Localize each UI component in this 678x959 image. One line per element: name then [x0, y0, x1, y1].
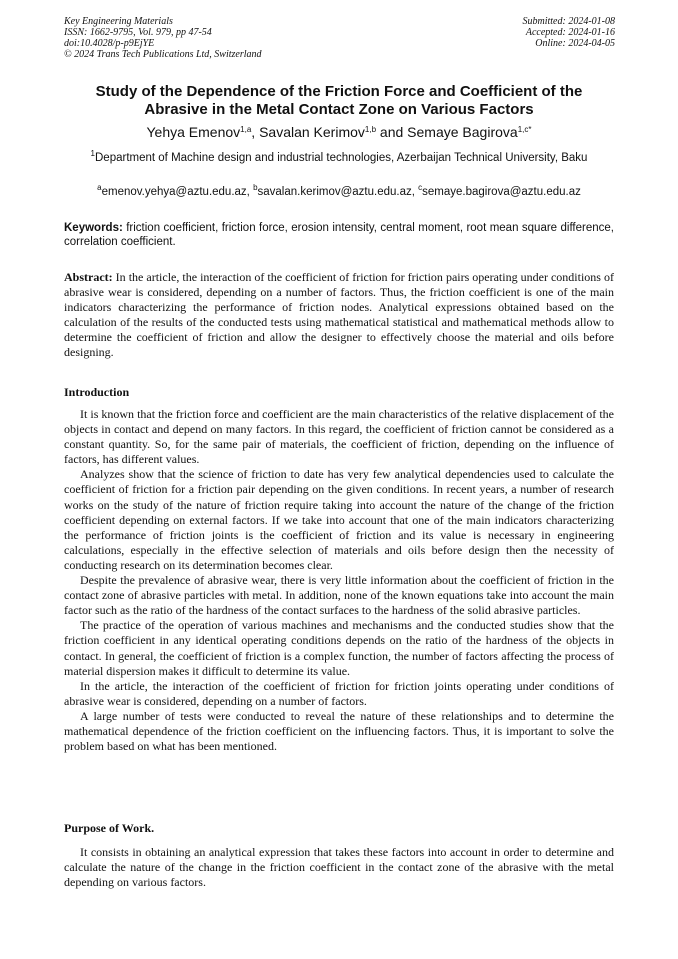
paragraph: The practice of the operation of various machines and mechanisms and the conducted studies show that the friction coefficient in any identical operating conditions depends on the ratio of the hardness of the objects in contact. In general, the coefficient of friction is a complex function, the number of factors affecting the process of material dispersion makes it difficult to determine its value.	[64, 618, 614, 678]
email-superscript: a	[97, 183, 102, 192]
author-superscript: 1,c*	[517, 125, 532, 134]
paragraph: Analyzes show that the science of friction to date has very few analytical dependencies used to calculate the coefficient of friction for a friction pair depending on the given conditions. In recent years, a number of research works on the study of the nature of friction require taking into account the nature of the change of the friction coefficient depending on external factors. If we take into account that one of the main indicators characterizing the performance of friction joints is the coefficient of friction and its value is necessary in engineering calculations, especially in the effective selection of materials and oils before design then the necessity of conducting research on its determination becomes clear.	[64, 467, 614, 572]
abstract-label: Abstract:	[64, 270, 113, 284]
author-name: Yehya Emenov	[146, 124, 241, 140]
submitted-date: Submitted: 2024-01-08	[522, 16, 615, 27]
abstract	[64, 270, 614, 360]
affiliation-text: Department of Machine design and industrial technologies, Azerbaijan Technical University, Baku	[95, 152, 588, 164]
paragraph: A large number of tests were conducted to reveal the nature of these relationships and to determine the mathematical dependence of the friction coefficient on the influencing factors. Thus, it is important to solve the problem based on what has been mentioned.	[64, 708, 614, 754]
email-address: emenov.yehya@aztu.edu.az,	[101, 186, 254, 198]
introduction-body	[64, 407, 614, 754]
affiliation-superscript: 1	[90, 149, 95, 158]
purpose-body	[64, 845, 614, 890]
doi-line: doi:10.4028/p-p9EjYE	[64, 38, 155, 49]
author-name: Semaye Bagirova	[407, 124, 518, 140]
submission-dates	[523, 16, 616, 49]
affiliation	[64, 151, 614, 165]
keywords-label: Keywords:	[64, 222, 123, 234]
email-address: semaye.bagirova@aztu.edu.az	[422, 186, 581, 198]
abstract-text: In the article, the interaction of the coefficient of friction for friction pairs operating under conditions of abrasive wear is considered, depending on a number of factors. Thus, the friction coefficient is one of the main indicators characterizing the performance of friction nodes. Analytical expressions obtained based on the calculation of the results of the conducted tests using mathematical statistical and mathematical methods allow to determine the coefficient of friction and allow the designer to effectively choose the material and oils before designing.	[64, 270, 614, 359]
keywords	[64, 221, 614, 249]
journal-name: Key Engineering Materials	[64, 16, 173, 27]
author-emails	[64, 185, 614, 199]
email-superscript: c	[418, 183, 423, 192]
section-heading-introduction: Introduction	[64, 385, 130, 399]
email-superscript: b	[253, 183, 258, 192]
section-heading-purpose: Purpose of Work.	[64, 821, 155, 835]
author-superscript: 1,a	[240, 125, 252, 134]
author-superscript: 1,b	[364, 125, 377, 134]
author-separator: and	[376, 124, 408, 140]
author-name: Savalan Kerimov	[259, 124, 365, 140]
copyright-line: © 2024 Trans Tech Publications Ltd, Switzerland	[64, 49, 262, 60]
email-address: savalan.kerimov@aztu.edu.az,	[257, 186, 419, 198]
author-separator: ,	[251, 124, 260, 140]
accepted-date: Accepted: 2024-01-16	[525, 27, 615, 38]
issn-line: ISSN: 1662-9795, Vol. 979, pp 47-54	[64, 27, 212, 38]
online-date: Online: 2024-04-05	[535, 38, 615, 49]
keywords-text: friction coefficient, friction force, erosion intensity, central moment, root mean square difference, correlation coefficient.	[64, 222, 614, 248]
paragraph: In the article, the interaction of the coefficient of friction for friction joints operating under conditions of abrasive wear is considered, depending on a number of factors.	[64, 678, 614, 708]
paper-title: Study of the Dependence of the Friction Force and Coefficient of the Abrasive in the Metal Contact Zone on Various Factors	[95, 83, 583, 118]
paragraph: It is known that the friction force and coefficient are the main characteristics of the relative displacement of the objects in contact and depend on many factors. In this regard, the coefficient of friction cannot be considered as a constant quantity. So, for the same pair of materials, the coefficient of friction, depending on the influence of factors, has different values.	[64, 407, 614, 467]
paragraph: Despite the prevalence of abrasive wear, there is very little information about the coefficient of friction in the contact zone of abrasive particles with metal. In addition, none of the known equations take into account the main factor such as the ratio of the hardness of the contact surfaces to the hardness of the solid abrasive particles.	[64, 573, 614, 618]
author-list	[64, 124, 614, 141]
paragraph: It consists in obtaining an analytical expression that takes these factors into account in order to determine and calculate the nature of the change in the friction coefficient in the contact zone of the abrasive with the metal depending on various factors.	[64, 845, 614, 890]
journal-info	[64, 16, 262, 60]
